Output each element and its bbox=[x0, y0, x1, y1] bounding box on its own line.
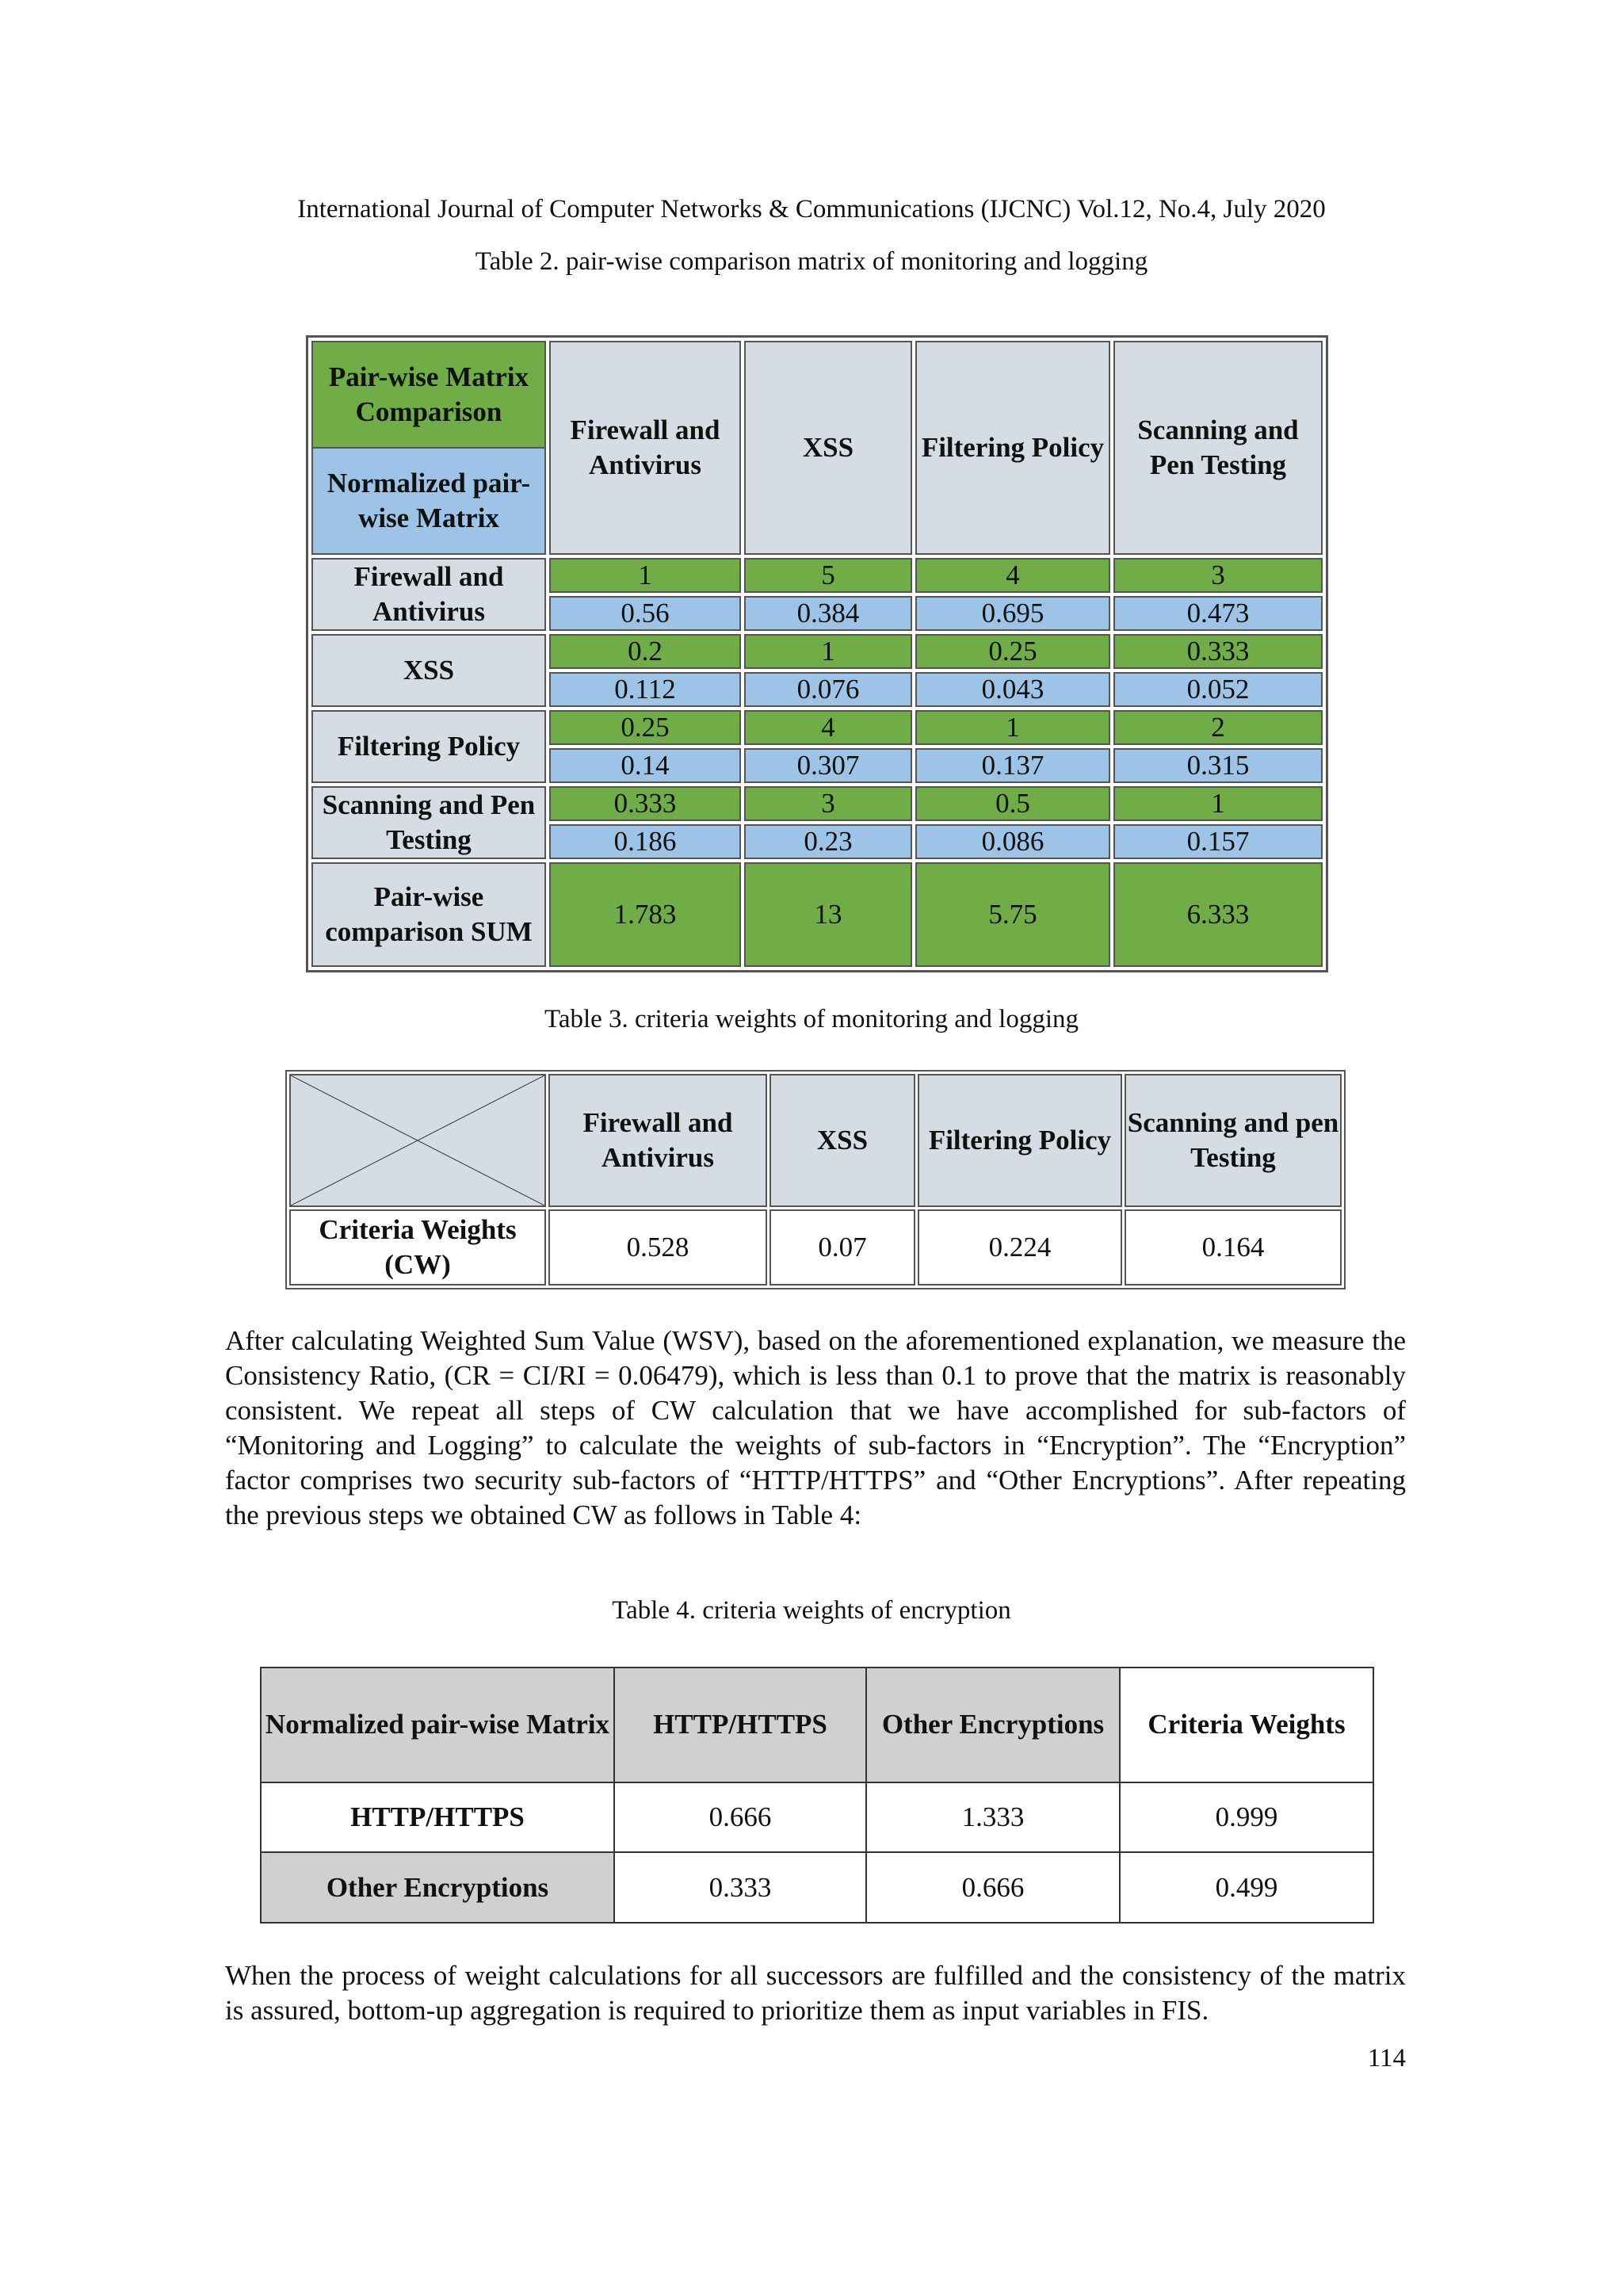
pairwise-cell: 1 bbox=[1113, 786, 1323, 821]
t3-col-firewall: Firewall and Antivirus bbox=[548, 1074, 767, 1207]
normalized-cell: 0.695 bbox=[915, 596, 1110, 631]
normalized-cell: 0.56 bbox=[549, 596, 741, 631]
sum-cell: 13 bbox=[744, 862, 912, 967]
normalized-cell: 0.052 bbox=[1113, 672, 1323, 707]
corner-pairwise-label: Pair-wise Matrix Comparison bbox=[313, 342, 544, 449]
encryption-weights-table bbox=[260, 1667, 1374, 1924]
pairwise-cell: 2 bbox=[1113, 710, 1323, 745]
pairwise-cell: 5 bbox=[744, 558, 912, 593]
pairwise-cell: 1 bbox=[744, 634, 912, 669]
table4-caption: Table 4. criteria weights of encryption bbox=[612, 1596, 1011, 1625]
pairwise-cell: 0.333 bbox=[549, 786, 741, 821]
t4-value-cell: 0.499 bbox=[1120, 1852, 1373, 1923]
pairwise-cell: 3 bbox=[744, 786, 912, 821]
t4-col-http: HTTP/HTTPS bbox=[614, 1668, 866, 1782]
table3-caption: Table 3. criteria weights of monitoring and logging bbox=[544, 1005, 1079, 1033]
pairwise-cell: 4 bbox=[744, 710, 912, 745]
t3-col-filtering: Filtering Policy bbox=[918, 1074, 1122, 1207]
page-number: 114 bbox=[1367, 2044, 1406, 2073]
t4-corner: Normalized pair-wise Matrix bbox=[261, 1668, 614, 1782]
row-header-scanning: Scanning and Pen Testing bbox=[311, 786, 546, 859]
normalized-cell: 0.086 bbox=[915, 824, 1110, 859]
normalized-cell: 0.157 bbox=[1113, 824, 1323, 859]
row-header-sum: Pair-wise comparison SUM bbox=[311, 862, 546, 967]
t4-col-criteria: Criteria Weights bbox=[1120, 1668, 1373, 1782]
col-header-xss: XSS bbox=[744, 341, 912, 555]
t3-col-scanning: Scanning and pen Testing bbox=[1125, 1074, 1342, 1207]
body-paragraph-1: After calculating Weighted Sum Value (WSV), based on the aforementioned explanation, we measure the Consistency Ratio, (CR = CI/RI = 0.06479), which is less than 0.1 to prove that the matrix is reasonably consistent. We repeat all steps of CW calculation that we have accomplished for sub-factors of “Monitoring and Logging” to calculate the weights of sub-factors in “Encryption”. The “Encryption” factor comprises two security sub-factors of “HTTP/HTTPS” and “Other Encryptions”. After repeating the previous steps we obtained CW as follows in Table 4: bbox=[225, 1325, 1406, 1530]
table2-caption: Table 2. pair-wise comparison matrix of monitoring and logging bbox=[475, 247, 1148, 276]
table2-corner-cell bbox=[311, 341, 546, 555]
t3-col-xss: XSS bbox=[769, 1074, 915, 1207]
t4-col-other: Other Encryptions bbox=[866, 1668, 1120, 1782]
crossed-corner-cell bbox=[289, 1074, 546, 1207]
t4-value-cell: 0.666 bbox=[614, 1782, 866, 1853]
t3-value-cell: 0.07 bbox=[769, 1209, 915, 1286]
criteria-weights-table bbox=[285, 1070, 1346, 1289]
normalized-cell: 0.315 bbox=[1113, 748, 1323, 783]
pairwise-cell: 0.333 bbox=[1113, 634, 1323, 669]
normalized-cell: 0.14 bbox=[549, 748, 741, 783]
pairwise-cell: 0.25 bbox=[915, 634, 1110, 669]
pairwise-cell: 3 bbox=[1113, 558, 1323, 593]
normalized-cell: 0.112 bbox=[549, 672, 741, 707]
pairwise-cell: 0.2 bbox=[549, 634, 741, 669]
pairwise-cell: 0.25 bbox=[549, 710, 741, 745]
sum-cell: 6.333 bbox=[1113, 862, 1323, 967]
normalized-cell: 0.186 bbox=[549, 824, 741, 859]
col-header-scanning: Scanning and Pen Testing bbox=[1113, 341, 1323, 555]
body-paragraph-2: When the process of weight calculations for all successors are fulfilled and the consistency of the matrix is assured, bottom-up aggregation is required to prioritize them as input variables in FIS. bbox=[225, 1960, 1406, 2026]
normalized-cell: 0.23 bbox=[744, 824, 912, 859]
t4-value-cell: 1.333 bbox=[866, 1782, 1120, 1853]
pairwise-cell: 1 bbox=[915, 710, 1110, 745]
t4-row-http: HTTP/HTTPS bbox=[261, 1782, 614, 1853]
row-header-firewall: Firewall and Antivirus bbox=[311, 558, 546, 631]
journal-header: International Journal of Computer Networks & Communications (IJCNC) Vol.12, No.4, July 2020 bbox=[297, 195, 1326, 223]
pairwise-cell: 4 bbox=[915, 558, 1110, 593]
cross-lines bbox=[291, 1075, 544, 1205]
t4-row-other: Other Encryptions bbox=[261, 1852, 614, 1923]
t4-value-cell: 0.333 bbox=[614, 1852, 866, 1923]
t3-row-criteria-weights: Criteria Weights (CW) bbox=[289, 1209, 546, 1286]
pairwise-cell: 0.5 bbox=[915, 786, 1110, 821]
normalized-cell: 0.076 bbox=[744, 672, 912, 707]
col-header-filtering: Filtering Policy bbox=[915, 341, 1110, 555]
pairwise-cell: 1 bbox=[549, 558, 741, 593]
t3-value-cell: 0.164 bbox=[1125, 1209, 1342, 1286]
sum-cell: 1.783 bbox=[549, 862, 741, 967]
t4-value-cell: 0.999 bbox=[1120, 1782, 1373, 1853]
normalized-cell: 0.384 bbox=[744, 596, 912, 631]
t3-value-cell: 0.528 bbox=[548, 1209, 767, 1286]
corner-normalized-label: Normalized pair-wise Matrix bbox=[313, 449, 544, 553]
normalized-cell: 0.043 bbox=[915, 672, 1110, 707]
sum-cell: 5.75 bbox=[915, 862, 1110, 967]
row-header-filtering: Filtering Policy bbox=[311, 710, 546, 783]
pairwise-comparison-table bbox=[306, 335, 1328, 972]
col-header-firewall: Firewall and Antivirus bbox=[549, 341, 741, 555]
t4-value-cell: 0.666 bbox=[866, 1852, 1120, 1923]
normalized-cell: 0.307 bbox=[744, 748, 912, 783]
normalized-cell: 0.473 bbox=[1113, 596, 1323, 631]
normalized-cell: 0.137 bbox=[915, 748, 1110, 783]
t3-value-cell: 0.224 bbox=[918, 1209, 1122, 1286]
row-header-xss: XSS bbox=[311, 634, 546, 707]
